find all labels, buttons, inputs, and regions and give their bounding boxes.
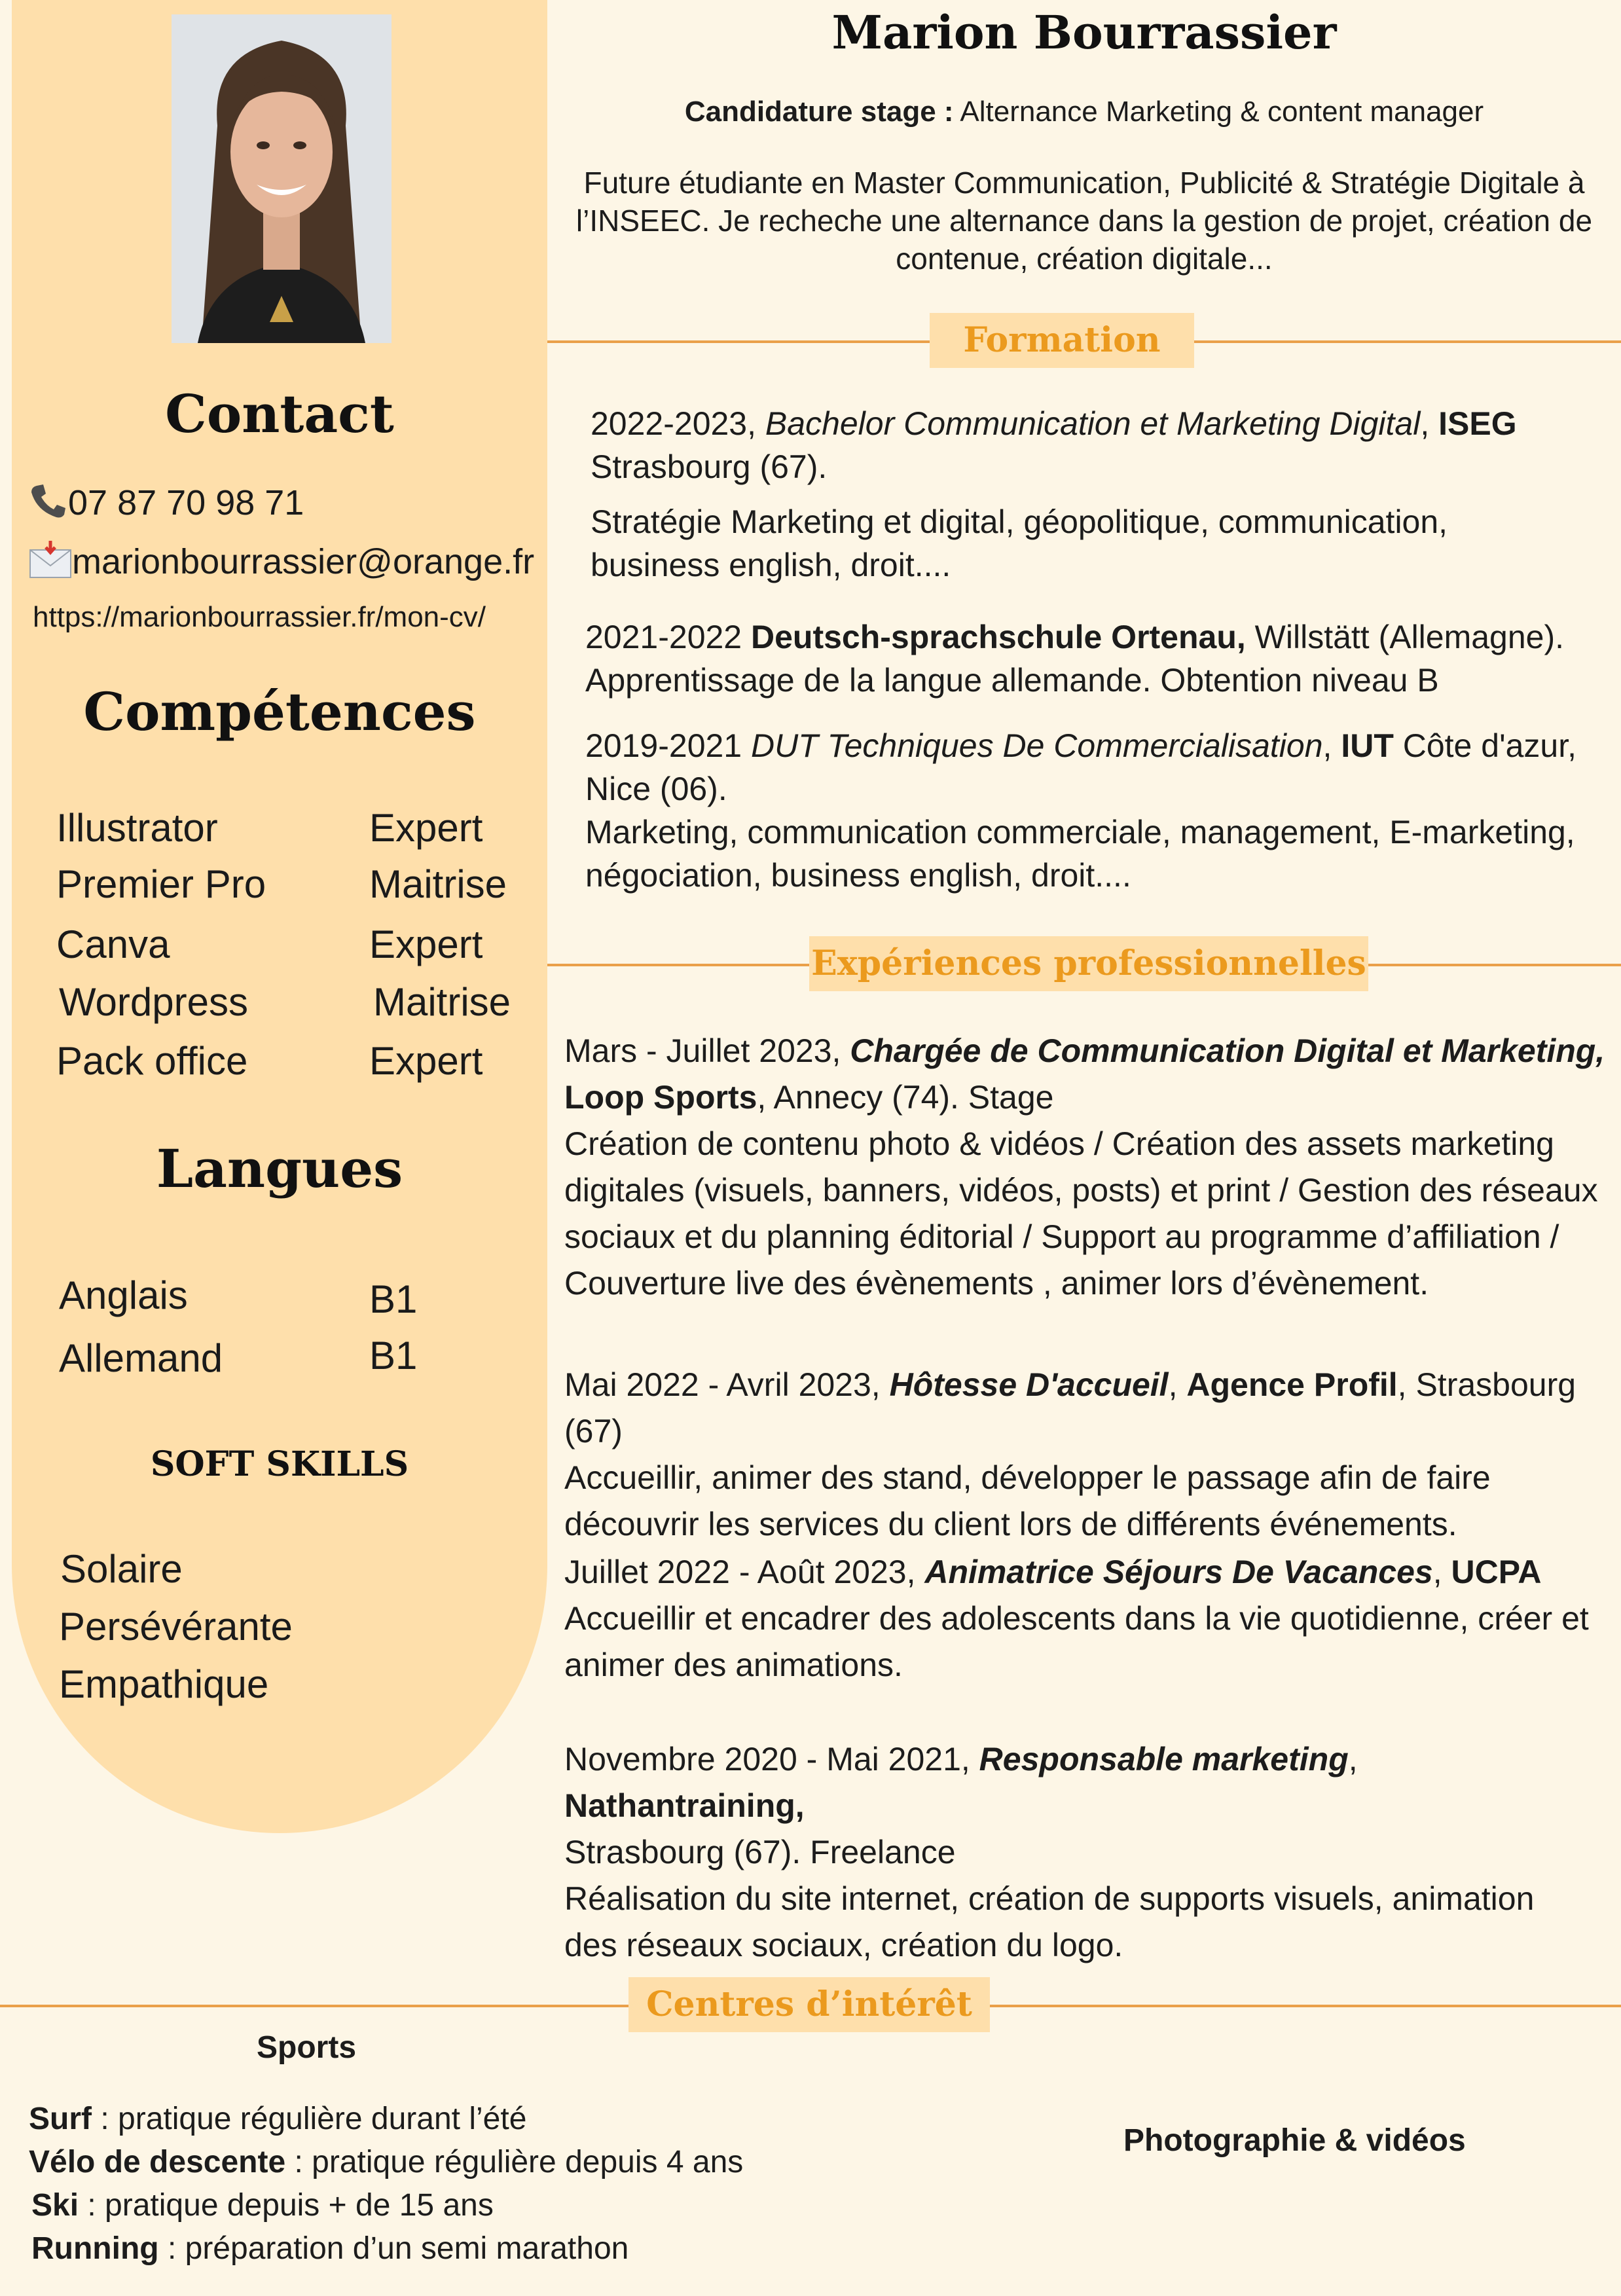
experience-item: [564, 1362, 1605, 1548]
sport-desc: : préparation d’un semi marathon: [158, 2231, 629, 2266]
sport-desc: : pratique régulière depuis 4 ans: [285, 2145, 744, 2179]
sport-item: [29, 2227, 743, 2270]
profile-photo: [172, 14, 392, 343]
formation-item: [591, 402, 1586, 587]
languages-heading: Langues: [156, 1138, 403, 1199]
formation-location: Nice (06).: [585, 771, 727, 807]
experience-role: Chargée de Communication Digital et Marketing,: [850, 1032, 1605, 1069]
skill-name: Premier Pro: [56, 862, 266, 906]
phone-icon: [29, 482, 68, 528]
experience-desc: animer des animations.: [564, 1647, 903, 1683]
experience-company: UCPA: [1451, 1554, 1542, 1590]
experience-desc: des réseaux sociaux, création du logo.: [564, 1927, 1123, 1963]
separator: ,: [1348, 1741, 1358, 1777]
envelope-icon: [29, 541, 72, 587]
sport-item: [29, 2184, 743, 2227]
formation-location: Strasbourg (67).: [591, 448, 828, 485]
experience-role: Hôtesse D'accueil: [889, 1366, 1169, 1403]
formation-dates: 2021-2022: [585, 619, 752, 655]
language-level: B1: [369, 1334, 418, 1377]
intro-line: contenue, création digitale...: [896, 242, 1273, 276]
intro-paragraph: [547, 164, 1621, 278]
experience-location: , Strasbourg (67): [564, 1366, 1576, 1449]
formation-heading: Formation: [930, 313, 1194, 368]
sport-desc: : pratique depuis + de 15 ans: [79, 2188, 494, 2223]
sports-list: [29, 2098, 743, 2270]
other-interest: Photographie & vidéos: [1123, 2123, 1466, 2158]
formation-school: IUT: [1341, 727, 1394, 764]
candidate-name: Marion Bourrassier: [831, 5, 1337, 60]
intro-line: l’INSEEC. Je recheche une alternance dans la gestion de projet, création de: [575, 204, 1593, 238]
skill-level: Expert: [369, 922, 483, 966]
application-line: [547, 96, 1621, 128]
formation-school: Deutsch-sprachschule Ortenau,: [751, 619, 1246, 655]
formation-dates: 2019-2021: [585, 727, 752, 764]
skills-heading: Compétences: [83, 681, 476, 742]
experience-item: [564, 1028, 1605, 1307]
experience-item: [564, 1736, 1605, 1969]
website-link[interactable]: https://marionbourrassier.fr/mon-cv/: [33, 601, 486, 633]
application-label: Candidature stage :: [684, 96, 954, 128]
skill-level: Expert: [369, 806, 483, 850]
intro-line: Future étudiante en Master Communication, Publicité & Stratégie Digitale à: [583, 166, 1585, 200]
formation-item: [585, 724, 1607, 897]
portrait-image: [172, 14, 392, 343]
experience-desc: Création de contenu photo & vidéos / Création des assets marketing: [564, 1125, 1554, 1162]
skill-level: Expert: [369, 1039, 483, 1083]
language-name: Anglais: [59, 1273, 188, 1317]
experience-role: Animatrice Séjours De Vacances: [924, 1554, 1433, 1590]
soft-skills-heading: SOFT SKILLS: [150, 1444, 409, 1484]
experience-company: Agence Profil: [1186, 1366, 1398, 1403]
formation-details: Marketing, communication commerciale, management, E-marketing,: [585, 814, 1575, 850]
experience-desc: découvrir les services du client lors de différents événements.: [564, 1506, 1457, 1542]
skill-level: Maitrise: [369, 862, 507, 906]
formation-location: Willstätt (Allemagne).: [1245, 619, 1565, 655]
soft-skill: Solaire: [60, 1547, 183, 1591]
sport-name: Ski: [31, 2188, 79, 2223]
formation-location: Côte d'azur,: [1393, 727, 1577, 764]
email-row[interactable]: [29, 541, 534, 587]
formation-item: [585, 615, 1594, 702]
skill-name: Pack office: [56, 1039, 248, 1083]
soft-skill: Persévérante: [59, 1605, 293, 1649]
experience-dates: Mars - Juillet 2023,: [564, 1032, 850, 1069]
experience-company: Loop Sports: [564, 1079, 757, 1116]
contact-heading: Contact: [165, 383, 394, 445]
sport-name: Running: [31, 2231, 159, 2266]
experience-desc: Accueillir et encadrer des adolescents dans la vie quotidienne, créer et: [564, 1600, 1589, 1637]
skill-level: Maitrise: [373, 980, 511, 1024]
soft-skill: Empathique: [59, 1662, 269, 1706]
formation-details: Stratégie Marketing et digital, géopolitique, communication,: [591, 503, 1448, 540]
formation-details: négociation, business english, droit....: [585, 857, 1131, 894]
separator: ,: [1432, 1554, 1451, 1590]
experience-desc: Couverture live des évènements , animer lors d’évènement.: [564, 1265, 1429, 1302]
formation-details: business english, droit....: [591, 547, 951, 583]
separator: ,: [1420, 405, 1439, 442]
sport-item: [29, 2098, 743, 2141]
experience-dates: Juillet 2022 - Août 2023,: [564, 1554, 925, 1590]
formation-dates: 2022-2023,: [591, 405, 765, 442]
experience-desc: Accueillir, animer des stand, développer le passage afin de faire: [564, 1459, 1491, 1496]
email-address: marionbourrassier@orange.fr: [72, 541, 535, 581]
experience-company: Nathantraining,: [564, 1787, 805, 1824]
phone-row[interactable]: [29, 482, 304, 528]
experience-item: [564, 1549, 1605, 1688]
skill-name: Wordpress: [59, 980, 248, 1024]
sports-heading: Sports: [257, 2030, 357, 2065]
formation-degree: Bachelor Communication et Marketing Digital: [765, 405, 1421, 442]
separator: ,: [1322, 727, 1341, 764]
interests-heading: Centres d’intérêt: [628, 1977, 990, 2032]
application-value: Alternance Marketing & content manager: [953, 96, 1484, 128]
experience-dates: Mai 2022 - Avril 2023,: [564, 1366, 890, 1403]
experience-role: Responsable marketing: [979, 1741, 1349, 1777]
sport-name: Surf: [29, 2102, 92, 2136]
skill-name: Illustrator: [56, 806, 218, 850]
language-name: Allemand: [59, 1336, 223, 1380]
sport-desc: : pratique régulière durant l’été: [92, 2102, 527, 2136]
separator: ,: [1168, 1366, 1187, 1403]
phone-number: 07 87 70 98 71: [68, 483, 304, 522]
experience-location: Strasbourg (67). Freelance: [564, 1834, 956, 1870]
experience-location: , Annecy (74). Stage: [757, 1079, 1054, 1116]
sport-item: [29, 2141, 743, 2184]
experience-dates: Novembre 2020 - Mai 2021,: [564, 1741, 979, 1777]
skill-name: Canva: [56, 922, 170, 966]
sport-name: Vélo de descente: [29, 2145, 286, 2179]
language-level: B1: [369, 1277, 418, 1321]
experience-desc: digitales (visuels, banners, vidéos, posts) et print / Gestion des réseaux: [564, 1172, 1598, 1209]
formation-details: Apprentissage de la langue allemande. Obtention niveau B: [585, 662, 1439, 699]
experience-desc: sociaux et du planning éditorial / Support au programme d’affiliation /: [564, 1218, 1559, 1255]
experience-desc: Réalisation du site internet, création de supports visuels, animation: [564, 1880, 1535, 1917]
formation-degree: DUT Techniques De Commercialisation: [751, 727, 1323, 764]
experiences-heading: Expériences professionnelles: [809, 936, 1368, 991]
formation-school: ISEG: [1438, 405, 1517, 442]
